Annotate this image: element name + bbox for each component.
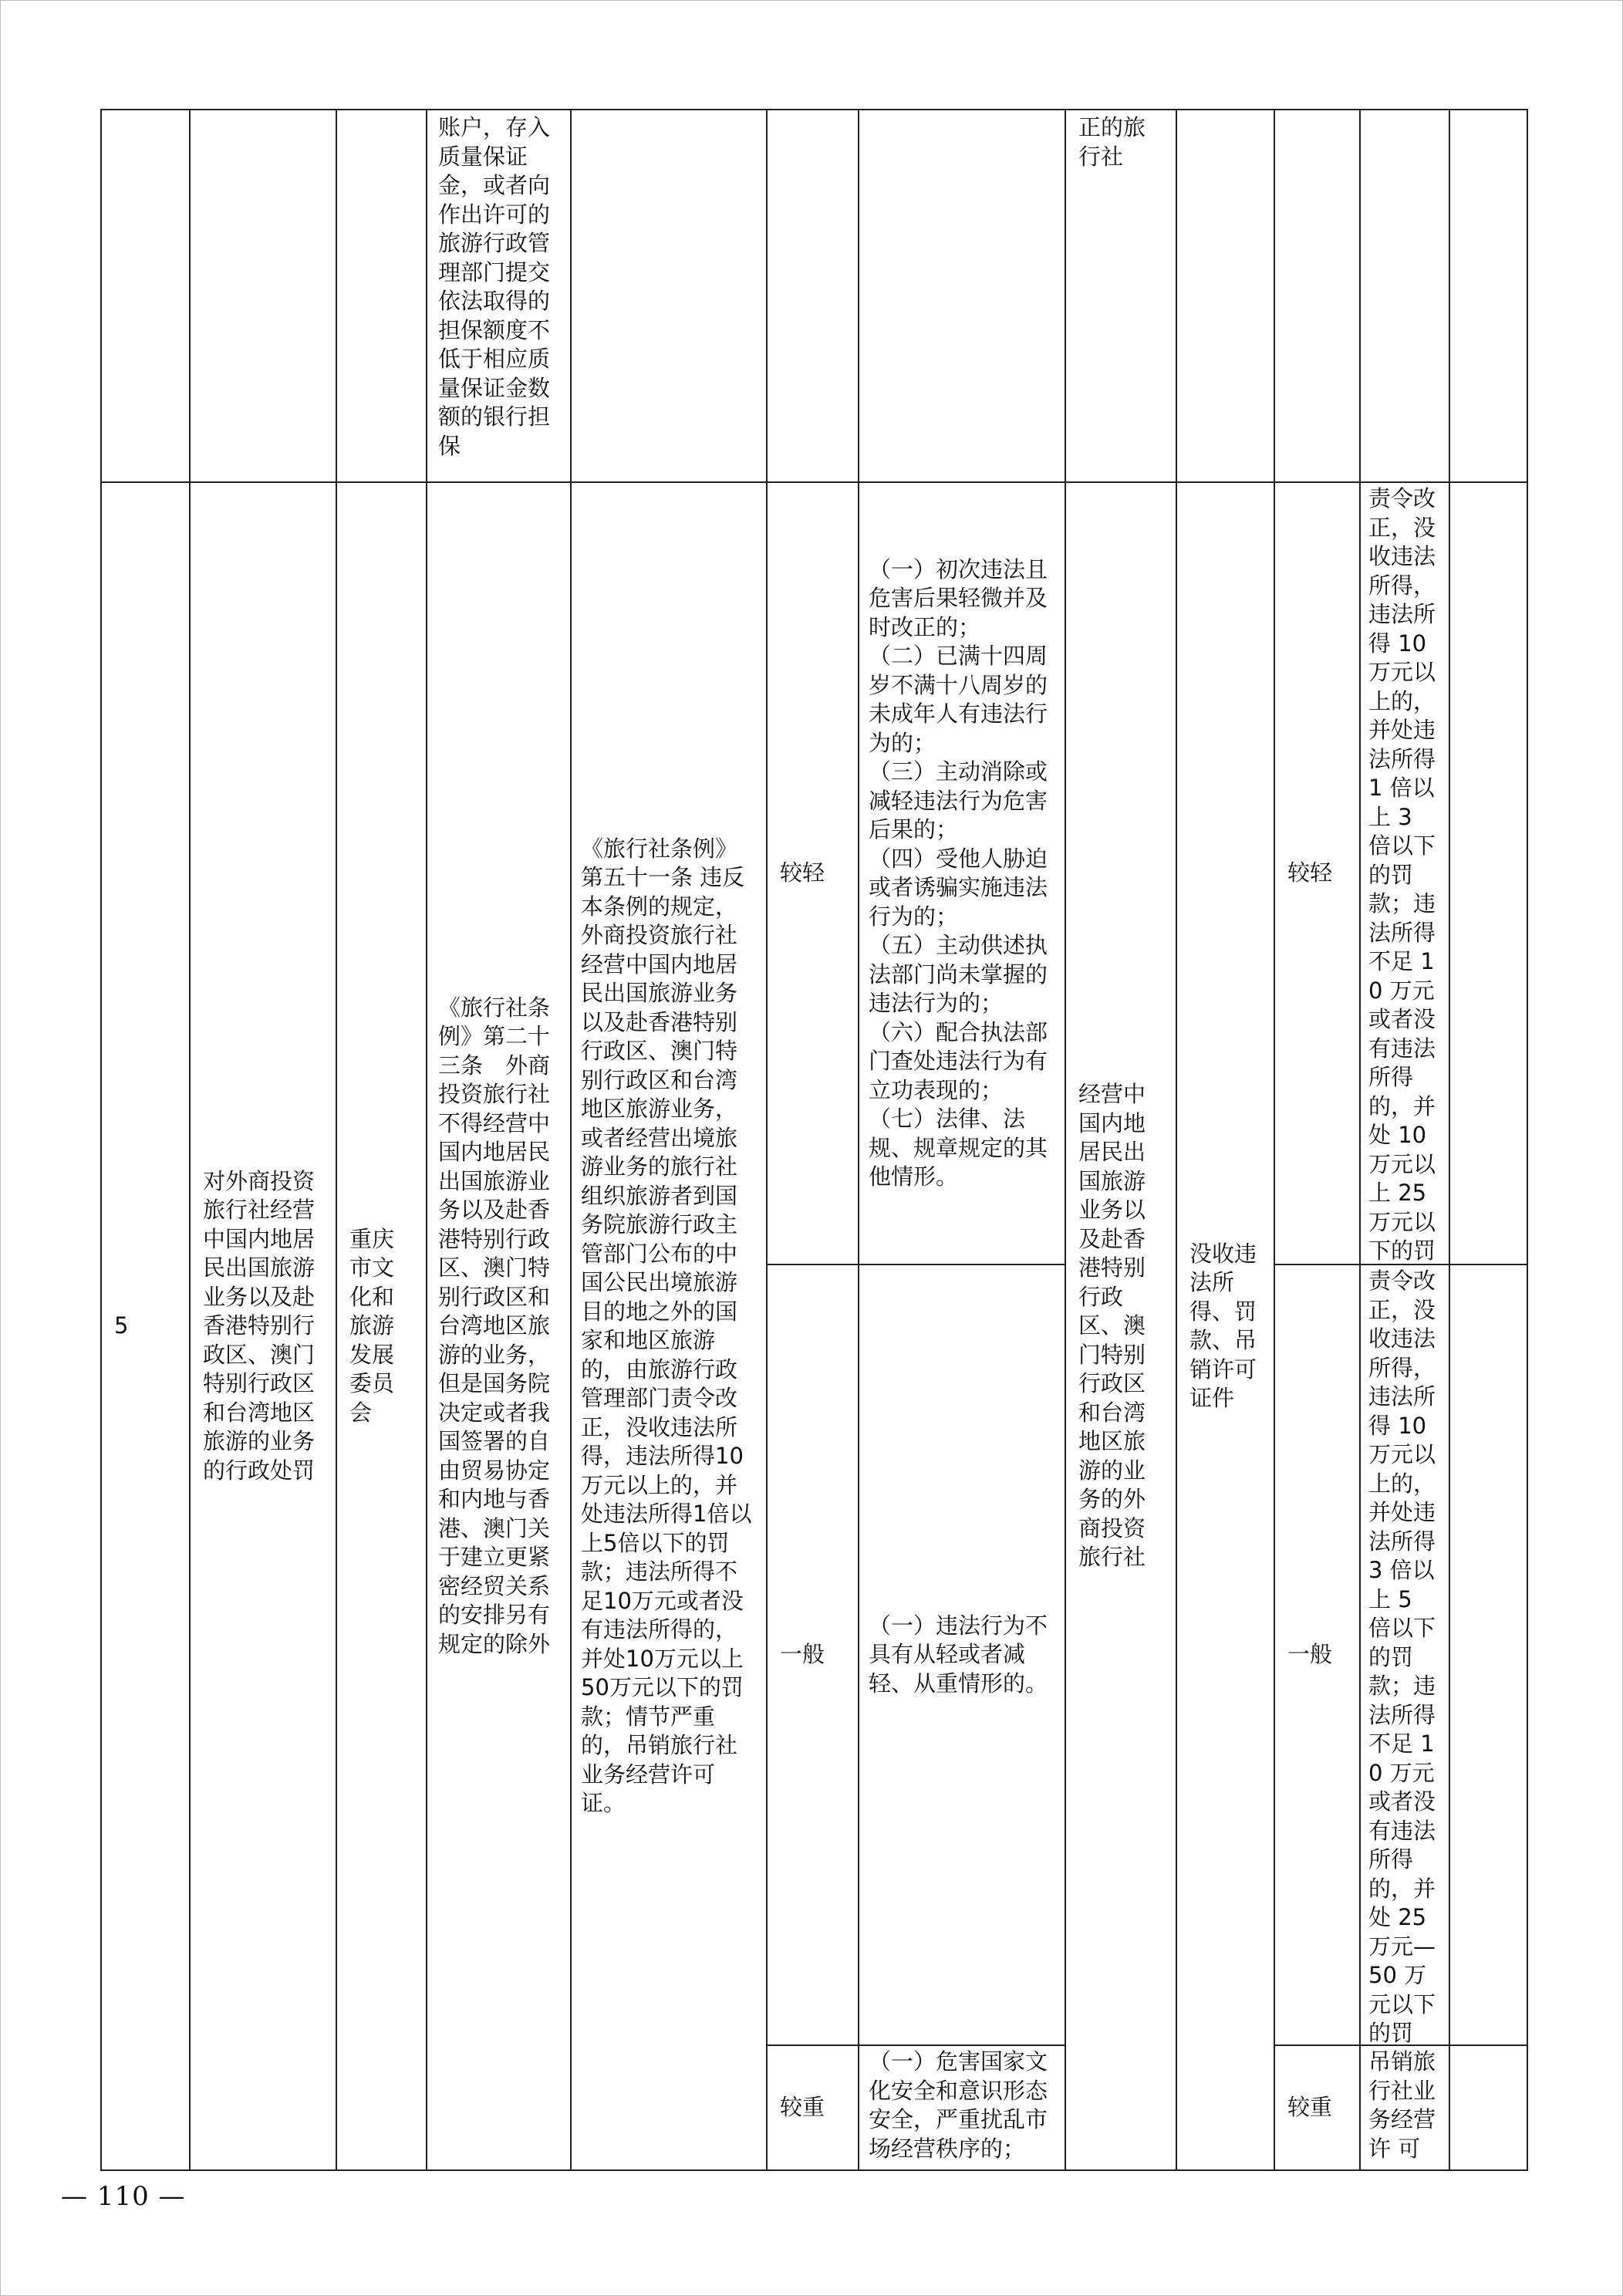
cell-subject <box>1065 481 1177 2171</box>
cell-top-seq <box>100 109 191 483</box>
cell-violated-provision <box>426 481 572 2171</box>
cell-level-light <box>766 481 859 1265</box>
cell-top-subject: 正的旅行社 <box>1065 109 1177 483</box>
violated-provision: 《旅行社条例》第二十三条 外商投资旅行社不得经营中国内地居民出国旅游业务以及赴香港特别行政区、澳门特别行政区和台湾地区旅游的业务，但是国务院决定或者我国签署的自由贸易协定和内地与香港、澳门关于建立更紧密经贸关系的安排另有规定的除外 <box>438 994 551 1657</box>
level-light-2: 较轻 <box>1287 859 1333 886</box>
cell-top-extra <box>1449 109 1528 483</box>
cell-top-level-2 <box>1274 109 1361 483</box>
cell-level-heavy <box>766 2044 859 2171</box>
department: 重庆市文化和旅游发展委员会 <box>349 1225 395 1426</box>
cell-circumstances-light <box>858 481 1066 1265</box>
cell-dept <box>336 481 427 2171</box>
level-heavy: 较重 <box>780 2094 825 2121</box>
cell-circumstances-normal <box>858 1264 1066 2046</box>
cell-top-item <box>189 109 337 483</box>
circumstances-light: （一）初次违法且危害后果轻微并及时改正的； （二）已满十四周岁不满十八周岁的未成年人有违法行为的； （三）主动消除或减轻违法行为危害后果的； （四）受他人胁迫或者诱骗实施违法行为的； （五）主动供述执法部门尚未掌握的违法行为的； （六）配合执法部门查处违法行为有立功表现的； （七）法律、法规、规章规定的其他情形。 <box>869 555 1048 1190</box>
cell-penalty-provision <box>570 481 768 2171</box>
cell-level-light-2 <box>1274 481 1361 1265</box>
cell-level-normal-2 <box>1274 1264 1361 2046</box>
cell-top-dept <box>336 109 427 483</box>
cell-circumstances-heavy: （一）危害国家文化安全和意识形态安全，严重扰乱市场经营秩序的； <box>858 2044 1066 2171</box>
cell-seq <box>100 481 191 2171</box>
cell-penalty-type <box>1176 481 1275 2171</box>
cell-top-requirement: 账户，存入质量保证金，或者向作出许可的旅游行政管理部门提交依法取得的担保额度不低于相应质量保证金数额的银行担保 <box>426 109 572 483</box>
item-name: 对外商投资旅行社经营中国内地居民出国旅游业务以及赴香港特别行政区、澳门特别行政区和台湾地区旅游的业务的行政处罚 <box>203 1167 315 1484</box>
penalty-provision: 《旅行社条例》第五十一条 违反本条例的规定，外商投资旅行社经营中国内地居民出国旅游业务以及赴香港特别行政区、澳门特别行政区和台湾地区旅游业务，或者经营出境旅游业务的旅行社组织旅游者到国务院旅游行政主管部门公布的中国公民出境旅游目的地之外的国家和地区旅游的，由旅游行政管理部门责令改正，没收违法所得，违法所得10万元以上的，并处违法所得1倍以上5倍以下的罚款；违法所得不足10万元或者没有违法所得的，并处10万元以上50万元以下的罚款；情节严重的，吊销旅行社业务经营许可证。 <box>581 835 752 1816</box>
page-number: — 110 — <box>61 2181 186 2212</box>
cell-standard-light: 责令改正，没收违法所得，违法所得 10 万元以上的，并处违法所得 1 倍以上 3 倍以下的罚款；违法所得不足 10 万元或者没有违法所得的，并处 10 万元以上 25 万元以下的罚 <box>1359 481 1450 1265</box>
cell-standard-heavy: 吊销旅行社业务经营许 可 <box>1359 2044 1450 2171</box>
cell-top-penalty-type <box>1176 109 1275 483</box>
level-light: 较轻 <box>780 859 825 886</box>
cell-item <box>189 481 337 2171</box>
cell-extra-normal <box>1449 1264 1528 2046</box>
penalty-subject: 经营中国内地居民出国旅游业务以及赴香港特别行政区、澳门特别行政区和台湾地区旅游的业务的外商投资旅行社 <box>1078 1081 1146 1571</box>
level-heavy-2: 较重 <box>1287 2094 1333 2121</box>
cell-extra-light <box>1449 481 1528 1265</box>
cell-extra-heavy <box>1449 2044 1528 2171</box>
circumstances-normal: （一）违法行为不具有从轻或者减轻、从重情形的。 <box>869 1612 1048 1697</box>
cell-level-heavy-2 <box>1274 2044 1361 2171</box>
cell-top-standard <box>1359 109 1450 483</box>
level-normal-2: 一般 <box>1287 1641 1333 1668</box>
cell-top-level <box>766 109 859 483</box>
cell-top-circumstances <box>858 109 1066 483</box>
sequence-number: 5 <box>114 1312 129 1339</box>
cell-top-penalty-provision <box>570 109 768 483</box>
penalty-type: 没收违法所得、罚款、吊销许可证件 <box>1189 1240 1257 1411</box>
cell-standard-normal: 责令改正，没收违法所得，违法所得 10 万元以上的，并处违法所得 3 倍以上 5 倍以下的罚款；违法所得不足 10 万元或者没有违法所得的，并处 25 万元—50 万元以下的罚 <box>1359 1264 1450 2046</box>
level-normal: 一般 <box>780 1641 825 1668</box>
cell-level-normal <box>766 1264 859 2046</box>
